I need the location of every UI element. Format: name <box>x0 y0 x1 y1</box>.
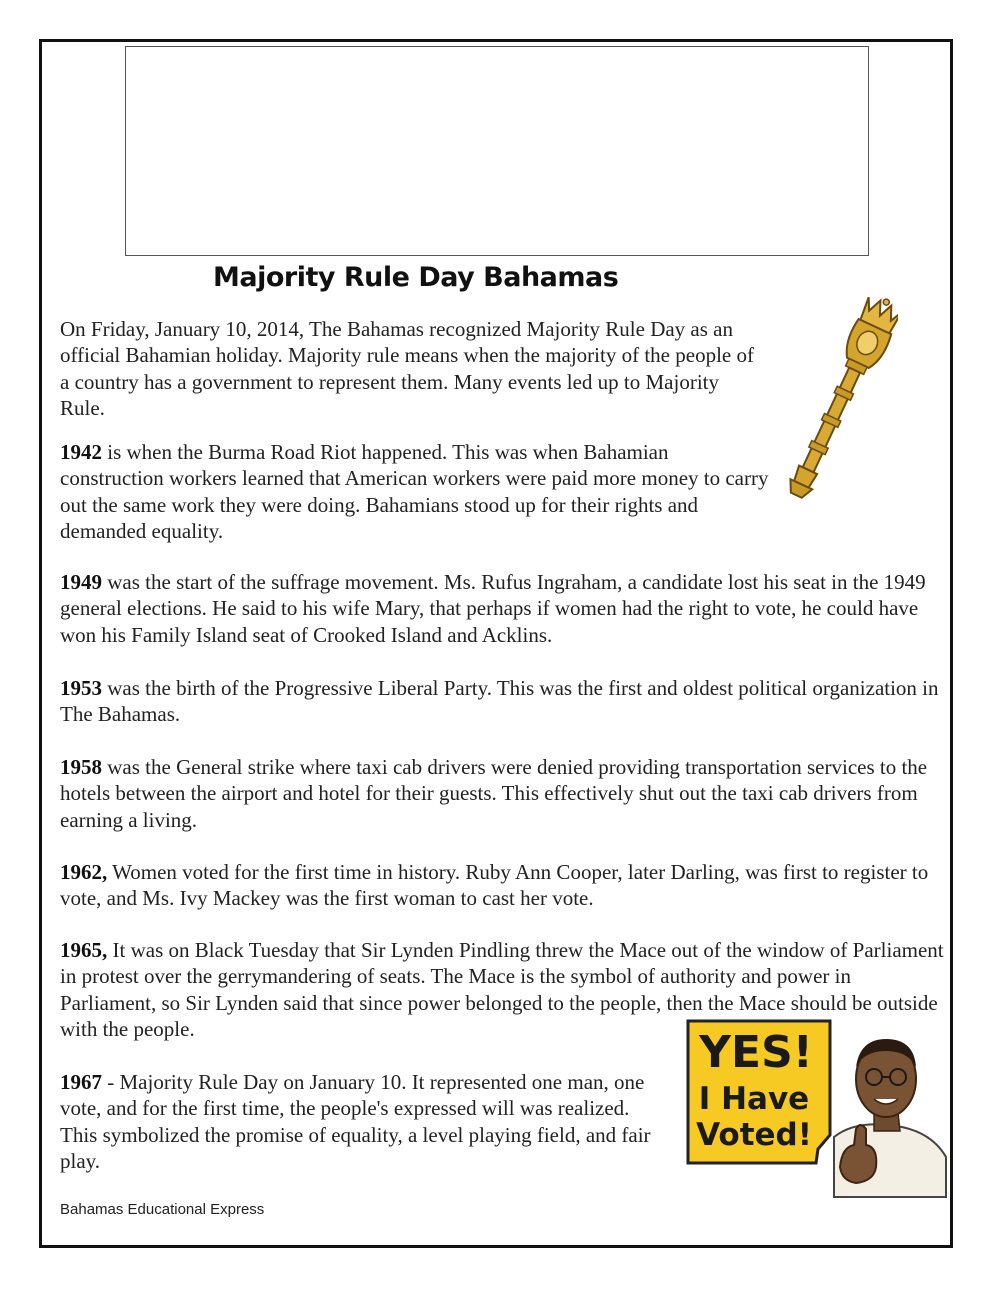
event-paragraph-1967 <box>60 1069 670 1174</box>
event-paragraph-1942 <box>60 439 770 544</box>
event-text: - Majority Rule Day on January 10. It represented one man, one vote, and for the first time, the people's expressed will was realized. This symbolized the promise of equality, a level playing field, and fair play. <box>60 1070 651 1173</box>
event-text: is when the Burma Road Riot happened. This was when Bahamian construction workers learned that American workers were paid more money to carry out the same work they were doing. Bahamians stood up for their rights and demanded equality. <box>60 440 769 543</box>
event-text: was the start of the suffrage movement. Ms. Rufus Ingraham, a candidate lost his seat in the 1949 general elections. He said to his wife Mary, that perhaps if women had the right to vote, he could have won his Family Island seat of Crooked Island and Acklins. <box>60 570 926 647</box>
event-year: 1967 <box>60 1070 102 1094</box>
page-title: Majority Rule Day Bahamas <box>213 262 619 293</box>
event-year: 1962, <box>60 860 108 884</box>
event-year: 1965, <box>60 938 108 962</box>
event-year: 1958 <box>60 755 102 779</box>
event-year: 1942 <box>60 440 102 464</box>
intro-paragraph <box>60 316 760 421</box>
event-paragraph-1962 <box>60 859 940 912</box>
blank-image-box <box>125 46 869 256</box>
event-paragraph-1949 <box>60 569 940 648</box>
sign-line-2: I Have <box>698 1081 810 1117</box>
event-year: 1953 <box>60 676 102 700</box>
event-text: Women voted for the first time in history. Ruby Ann Cooper, later Darling, was first to register to vote, and Ms. Ivy Mackey was the first woman to cast her vote. <box>60 860 929 911</box>
footer-credit: Bahamas Educational Express <box>60 1201 265 1218</box>
sign-line-1: YES! <box>699 1027 813 1078</box>
event-year: 1949 <box>60 570 102 594</box>
mace-icon <box>778 288 898 514</box>
event-text: was the General strike where taxi cab drivers were denied providing transportation services to the hotels between the airport and hotel for their guests. This effectively shut out the taxi cab drivers from earning a living. <box>60 755 928 832</box>
event-paragraph-1953 <box>60 675 940 728</box>
intro-text: On Friday, January 10, 2014, The Bahamas recognized Majority Rule Day as an official Bahamian holiday. Majority rule means when the majority of the people of a country has a government to represent them. Many events led up to Majority Rule. <box>60 317 754 420</box>
event-paragraph-1958 <box>60 754 945 833</box>
event-text: It was on Black Tuesday that Sir Lynden Pindling threw the Mace out of the window of Parliament in protest over the gerrymandering of seats. The Mace is the symbol of authority and power in Parliament, so Sir Lynden said that since power belonged to the people, then the Mace should be outside with the people. <box>60 938 944 1041</box>
voted-sign-icon <box>684 1017 950 1199</box>
sign-line-3: Voted! <box>696 1117 812 1153</box>
event-text: was the birth of the Progressive Liberal Party. This was the first and oldest political organization in The Bahamas. <box>60 676 939 727</box>
